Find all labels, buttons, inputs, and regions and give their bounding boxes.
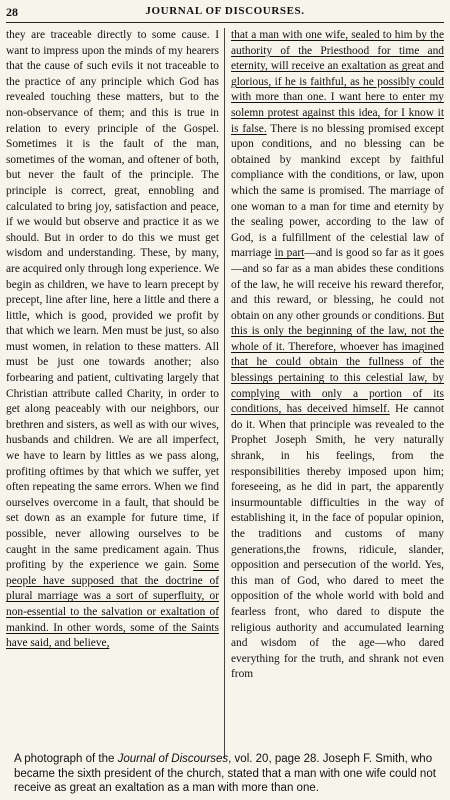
caption-lead: A photograph of the (14, 753, 118, 765)
left-column (6, 28, 219, 758)
right-plain-text-3: He cannot do it. When that principle was revealed to the Prophet Joseph Smith, he very naturally shrank, in his feelings, from the responsibilities thereby imposed upon him; foreseeing, as he did in part, the apparently insurmountable difficulties in the way of establishing it, in the face of popular opinion, the traditions and customs of many generations,the frowns, ridicule, slander, opposition and persecution of the world. Yes, this man of God, who dared to meet the opposition of the whole world with bold and fearless front, who dared to dispute the religious authority and accumulated learning and wisdom of the age—who dared everything for the truth, and shrank not even from (231, 403, 444, 681)
left-column-body (6, 28, 219, 652)
photo-caption (14, 752, 440, 796)
left-underlined-text: Some people have supposed that the doctrine of plural marriage was a sort of superfluity, or non-essential to the salvation or exaltation of mankind. In other words, some of the Saints have said, and believe, (6, 559, 219, 650)
right-underlined-text-1: that a man with one wife, sealed to him by the authority of the Priesthood for time and eternity, will receive an exaltation as great and glorious, if he is faithful, as he possibly could with more than one. I want here to enter my solemn protest against this idea, for I know it is false. (231, 29, 444, 135)
page-header (6, 4, 444, 23)
right-underlined-text-2: in part (274, 247, 305, 260)
right-column (231, 28, 444, 758)
journal-title: JOURNAL OF DISCOURSES. (145, 5, 305, 17)
text-columns (6, 28, 444, 758)
caption-journal-title: Journal of Discourses (117, 753, 229, 765)
right-column-body (231, 28, 444, 683)
caption-tail: , vol. 20, page 28. Joseph F. Smith, who became the sixth president of the church, stated that a man with one wife could not receive as great an exaltation as a man with more than one. (14, 753, 436, 794)
right-plain-text-1: There is no blessing promised except upon conditions, and no blessing can be obtained by mankind except by faithful compliance with the conditions, or law, upon which the same is promised. The marriage of one woman to a man for time and eternity by the sealing power, according to the law of God, is a fulfillment of the celestial law of marriage (231, 122, 444, 260)
page-number: 28 (6, 5, 18, 19)
right-underlined-text-3: But this is only the beginning of the law, not the whole of it. Therefore, whoever has imagined that he could obtain the fullness of the blessings pertaining to this celestial law, by complying with only a portion of its conditions, has deceived himself. (231, 309, 444, 416)
right-plain-text-2: —and is good so far as it goes—and so far as a man abides these conditions of the law, he will receive his reward therefor, and this reward, or blessing, he could not obtain on any other grounds or conditions. (231, 247, 444, 322)
column-divider (224, 28, 225, 758)
left-plain-text: they are traceable directly to some cause. I want to impress upon the minds of my hearers that the cause of such evils it not traceable to the practice of any principle which God has revealed touching these matters, but to the non-observance of them; and this is true in relation to every principle of the Gospel. Sometimes it is the fault of the man, sometimes of the woman, and oftener of both, but never the fault of the principle. The principle is correct, great, ennobling and calculated to bring joy, satisfaction and peace, if we would but observe and practice it as we should. But in order to do this we must get wisdom and understanding. These, by many, are acquired only through long experience. We begin as children, we have to learn precept by precept, line after line, here a little and there a little, which is good, provided we profit by that which we learn. Men must be just, so also must women, in relation to these matters. All must be just one towards another; also forbearing and patient, cultivating largely that Christian attribute called Charity, in order to get along peaceably with our neighbors, our brethren and sisters, as well as with our wives, husbands and children. We are all imperfect, we have to learn by littles as we pass along, profiting oftimes by that which we suffer, yet often repeating the same errors. When we find ourselves overcome in a fault, that should be set down as an example for future time, if possible, never allowing ourselves to be caught in the same predicament again. Thus profiting by the experience we gain. (6, 29, 219, 572)
